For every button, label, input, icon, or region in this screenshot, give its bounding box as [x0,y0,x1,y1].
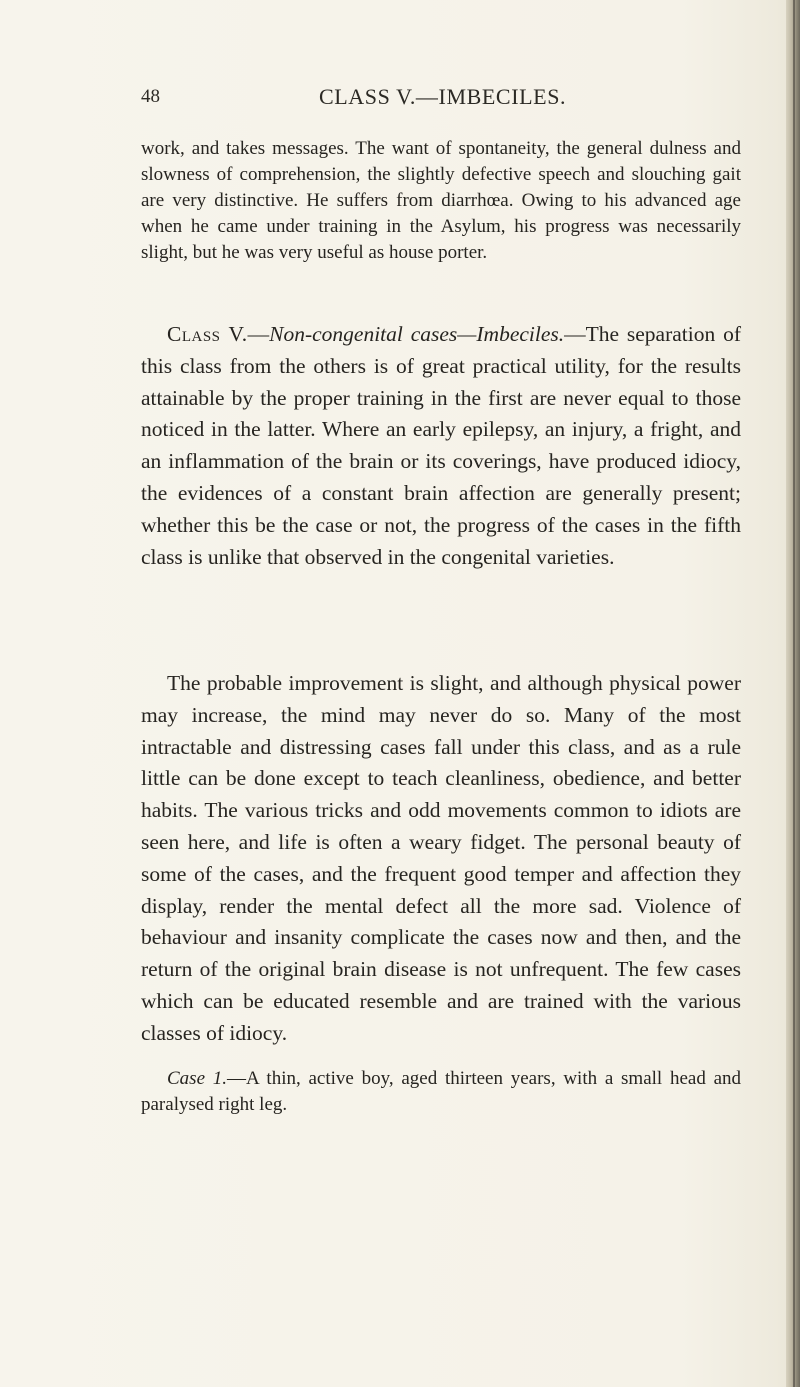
running-head: CLASS V.—IMBECILES. [319,84,567,109]
case-body: —A thin, active boy, aged thirteen years, with a small head and paralysed right leg. [141,1068,741,1115]
paragraph-class-v [141,319,741,573]
paragraph-continuation: work, and takes messages. The want of spontaneity, the general dulness and slowness of comprehension, the slightly defective speech and slouching gait are very distinctive. He suffers from diarrhœa. Owing to his advanced age when he came under training in the Asylum, his progress was necessarily slight, but he was very useful as house porter. [141,138,741,263]
page-header [0,86,800,116]
page-number: 48 [141,86,160,107]
paragraph-improvement: The probable improvement is slight, and although physical power may increase, the mind may never do so. Many of the most intractable and distressing cases fall under this class, and as a rule little can be done except to teach cleanliness, obedience, and better habits. The various tricks and odd movements common to idiots are seen here, and life is often a weary fidget. The personal beauty of some of the cases, and the frequent good temper and affection they display, render the mental defect all the more sad. Violence of behaviour and insanity complicate the cases now and then, and the return of the original brain disease is not unfrequent. The few cases which can be educated resemble and are trained with the various classes of idiocy. [141,671,741,1045]
section-body: —The separation of this class from the others is of great practical utility, for the results attainable by the proper training in the first are never equal to those noticed in the latter. Where an early epilepsy, an injury, a fright, and an inflammation of the brain or its coverings, have produced idiocy, the evidences of a constant brain affection are generally present; whether this be the case or not, the progress of the cases in the fifth class is unlike that observed in the congenital varieties. [141,322,741,569]
paragraph-case-1 [141,1066,741,1118]
page-edge-line [793,0,795,1387]
section-dash: — [247,322,270,346]
case-label: Case 1. [167,1068,227,1089]
section-title: Non-congenital cases—Imbeciles. [269,322,565,346]
section-lead: Class V. [167,322,248,346]
